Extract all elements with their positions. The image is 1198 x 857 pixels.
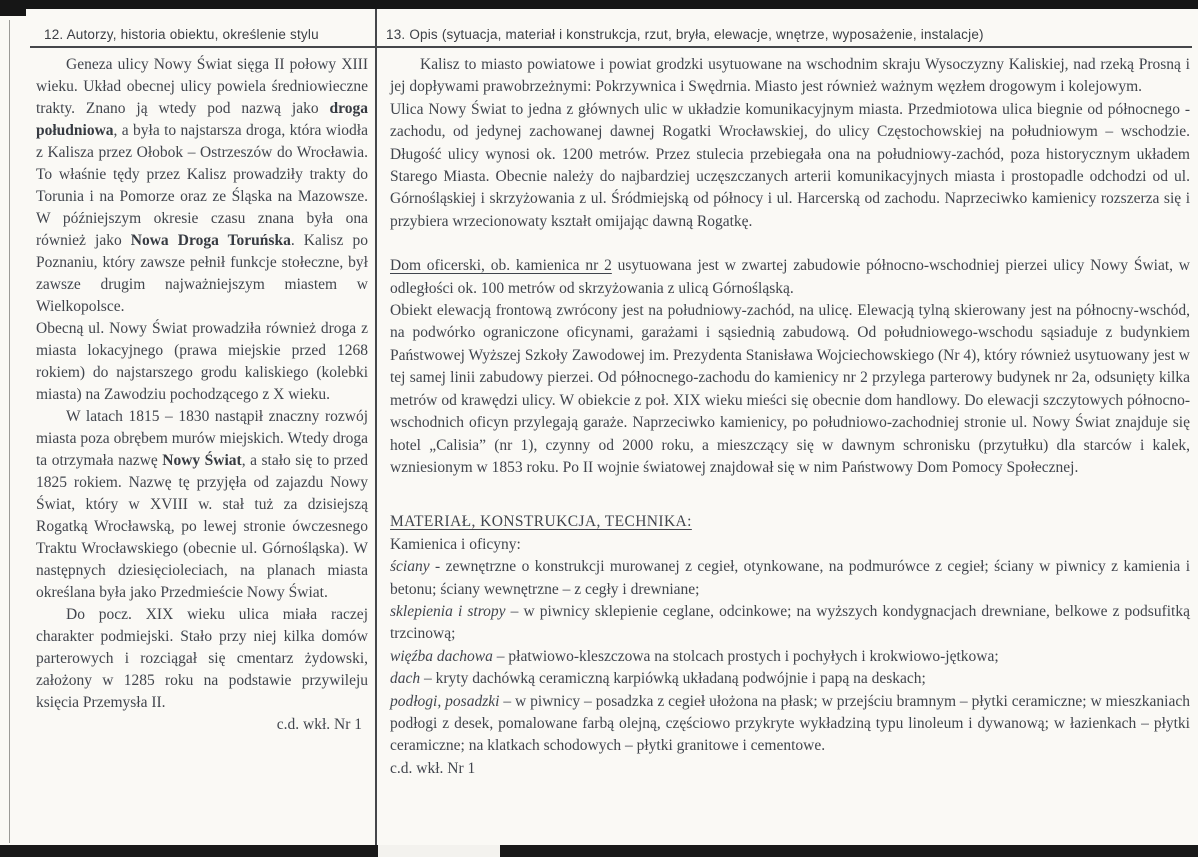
history-text: , a stało się to przed 1825 rokiem. Nazwę tę przyjęła od zajazdu Nowy Świat, który w XVIII w. stał tuż za dzisiejszą Rogatką Wrocławską, po lewej stronie ówczesnego Traktu Wrocławskiego (obecnie ul. Górnośląska). W następnych dziesięcioleciach, na planach miasta określana była jako Przedmieście Nowy Świat. (36, 452, 368, 601)
history-text: , a była to najstarsza droga, która wiodła z Kalisza przez Ołobok – Ostrzeszów do Wrocławia. To właśnie tędy przez Kalisz prowadziły trakty do Torunia i na Pomorze oraz ze Śląska na Mazowsze. W późniejszym okresie czasu znana była ona również jako (36, 122, 368, 249)
spacer (390, 233, 1190, 255)
continuation-note-left: c.d. wkł. Nr 1 (276, 716, 362, 733)
building-name-underlined: Dom oficerski, ob. kamienica nr 2 (390, 257, 612, 275)
history-paragraph-xix: Do pocz. XIX wieku ulica miała raczej charakter podmiejski. Stało przy niej kilka domów parterowych i rozciągał się cmentarz żydowski, założony w 1285 roku na podstawie przywileju księcia Przemysła II. (36, 606, 368, 711)
spacer (390, 501, 1190, 511)
history-paragraph-1815 (36, 406, 368, 604)
materials-item-dach (390, 668, 1190, 690)
continuation-note-right: c.d. wkł. Nr 1 (390, 759, 476, 777)
column-description (368, 54, 1190, 841)
materials-term: ściany (390, 558, 430, 576)
term-nowy-swiat: Nowy Świat (162, 452, 242, 469)
materials-description: – kryty dachówką ceramiczną karpiówką układaną podwójnie i papą na deskach; (420, 670, 926, 688)
document-body (30, 54, 1190, 841)
spacer (390, 479, 1190, 501)
materials-term: sklepienia i stropy (390, 602, 506, 620)
materials-description: - zewnętrzne o konstrukcji murowanej z cegieł, otynkowane, na podmurówce z cegieł; ściany w piwnicy z kamienia i betonu; ściany wewnętrzne – z cegły i drewniane; (390, 558, 1190, 598)
materials-item-wiezba (390, 646, 1190, 668)
description-paragraph-orientation: Obiekt elewacją frontową zwrócony jest na południowy-zachód, na ulicę. Elewacją tylną skierowany jest na północny-wschód, na podwórko ograniczone oficynami, garażami i sąsiednią zabudową. Od południowego-wschodu sąsiaduje z budynkiem Państwowej Wyższej Szkoły Zawodowej im. Prezydenta Stanisława Wojciechowskiego (Nr 4), który również usytuowany jest w tej samej linii zabudowy pierzei. Od północnego-zachodu do kamienicy nr 2 przylega parterowy budynek nr 2a, odsunięty kilka metrów od krawędzi ulicy. W obiekcie z poł. XIX wieku mieści się obecnie dom handlowy. Do elewacji szczytowych północno-wschodnich oficyn przylegają garaże. Naprzeciwko kamienicy, po południowo-zachodniej stronie ul. Nowy Świat znajduje się hotel „Calisia” (nr 1), czynny od 2000 roku, a mieszczący się w dawnym schronisku (przytułku) dla starców i kalek, wzniesionym w 1853 roku. Po II wojnie światowej znajdował się w nim Państwowy Dom Pomocy Społecznej. (390, 302, 1190, 476)
materials-description: – w piwnicy sklepienie ceglane, odcinkowe; na wyższych kondygnacjach drewniane, belkowe z podsufitką trzcinową; (390, 602, 1190, 643)
scan-top-left-corner (0, 0, 26, 16)
description-paragraph-building (390, 255, 1190, 300)
description-paragraph-kalisz: Kalisz to miasto powiatowe i powiat grodzki usytuowane na wschodnim skraju Wysoczyzny Kaliskiej, nad rzeką Prosną i jej dopływami prawobrzeżnymi: Pokrzywnica i Swędrnia. Miasto jest również ważnym węzłem drogowym i kolejowym. (390, 56, 1190, 96)
section-12-title: 12. Autorzy, historia obiektu, określenie stylu (44, 27, 319, 42)
materials-item-sciany (390, 556, 1190, 601)
materials-item-podlogi (390, 691, 1190, 758)
term-nowa-droga-torunska: Nowa Droga Toruńska (130, 232, 291, 249)
materials-description: – płatwiowo-kleszczowa na stolcach prostych i pochyłych i krokwiowo-jętkowa; (492, 647, 999, 665)
column-history (30, 54, 368, 841)
scan-left-page-edge-line (9, 20, 10, 843)
header-underline-rule (30, 46, 1192, 48)
term-droga-poludniowa: droga południowa (36, 100, 368, 139)
history-text: . Kalisz po Poznaniu, który zawsze pełnił funkcje stołeczne, był zawsze drugim najważniejszym miastem w Wielkopolsce. (36, 232, 368, 315)
history-paragraph-genesis (36, 54, 368, 318)
history-text: Geneza ulicy Nowy Świat sięga II połowy XIII wieku. Układ obecnej ulicy powiela średniowieczne trakty. Znano ją wtedy pod nazwą jako (36, 56, 368, 117)
section-13-title: 13. Opis (sytuacja, materiał i konstrukcja, rzut, bryła, elewacje, wnętrze, wyposażenie, instalacje) (386, 27, 984, 42)
materials-item-sklepienia (390, 601, 1190, 646)
materials-term: dach (390, 670, 421, 688)
history-paragraph-road: Obecną ul. Nowy Świat prowadziła również droga z miasta lokacyjnego (prawa miejskie przed 1268 rokiem) do najstarszego grodu kaliskiego (kolebki miasta) na Zawodziu pochodzącego z X wieku. (36, 320, 368, 403)
materials-description: – w piwnicy – posadzka z cegieł ułożona na płask; w przejściu bramnym – płytki ceramiczne; w mieszkaniach podłogi z desek, pomalowane farbą olejną, częściowo przykryte wykładziną typu linoleum i dywanową; w łazienkach – płytki ceramiczne; na klatkach schodowych – płytki granitowe i cementowe. (390, 692, 1190, 755)
materials-term: więźba dachowa (390, 647, 493, 665)
materials-heading: MATERIAŁ, KONSTRUKCJA, TECHNIKA: (390, 513, 692, 531)
scan-top-edge (0, 0, 1198, 9)
description-paragraph-street: Ulica Nowy Świat to jedna z głównych ulic w układzie komunikacyjnym miasta. Przedmiotowa ulica biegnie od północnego - zachodu, od jedynej zachowanej dawnej Rogatki Wrocławskiej, do ulicy Częstochowskiej na południowym – wschodzie. Długość ulicy wynosi ok. 1200 metrów. Przez stulecia przebiegała ona na południowy-zachód, poza historycznym układem Starego Miasta. Obecnie należy do najbardziej uczęszczanych arterii komunikacyjnych miasta i prostopadle odchodzi od ul. Górnośląskiej i skrzyżowania z ul. Śródmiejską od północy i ul. Harcerską od zachodu. Naprzeciwko kamienicy rozszerza się i przybiera wrzecionowaty kształt omijając dawną Rogatkę. (390, 100, 1190, 230)
materials-subheading: Kamienica i oficyny: (390, 535, 521, 553)
scan-bottom-notch (378, 845, 500, 857)
materials-term: podłogi, posadzki (390, 692, 500, 710)
building-location-text: usytuowana jest w zwartej zabudowie północno-wschodniej pierzei ulicy Nowy Świat, w odległości ok. 100 metrów od skrzyżowania z ulicą Górnośląską. (390, 257, 1190, 297)
scan-bottom-edge (0, 845, 1198, 857)
history-text: W latach 1815 – 1830 nastąpił znaczny rozwój miasta poza obrębem murów miejskich. Wtedy droga ta otrzymała nazwę (36, 408, 368, 469)
